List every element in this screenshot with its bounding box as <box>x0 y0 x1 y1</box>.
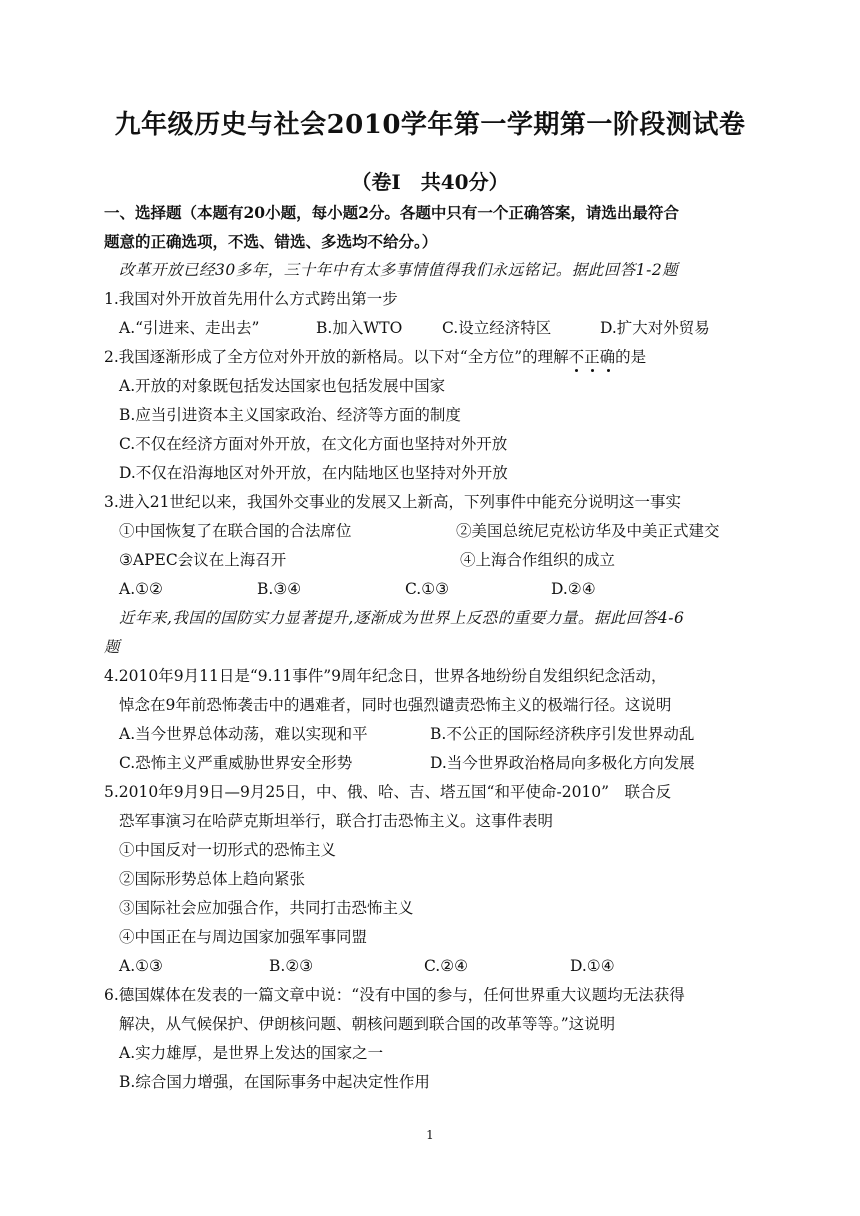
section-heading-line2: 题意的正确选项，不选、错选、多选均不给分。） <box>104 232 438 251</box>
q3-item-1: ①中国恢复了在联合国的合法席位 <box>119 522 352 540</box>
q5-item-4: ④中国正在与周边国家加强军事同盟 <box>119 928 368 946</box>
reading-intro-2-line2: 题 <box>104 638 121 656</box>
question-2-stem <box>104 343 760 372</box>
q3-item-4: ④上海合作组织的成立 <box>460 551 616 569</box>
q5-option-b: B.②③ <box>269 957 314 975</box>
q3-option-c: C.①③ <box>405 580 450 598</box>
q4-option-c: C.恐怖主义严重威胁世界安全形势 <box>119 754 353 772</box>
q2-stem-emphasis <box>569 348 616 366</box>
q2-option-c: C.不仅在经济方面对外开放，在文化方面也坚持对外开放 <box>119 435 508 453</box>
q3-items-row2 <box>104 546 760 575</box>
question-1-options <box>104 314 760 343</box>
q4-option-b: B.不公正的国际经济秩序引发世界动乱 <box>430 725 695 743</box>
question-3-stem: 3.进入21世纪以来，我国外交事业的发展又上新高，下列事件中能充分说明这一事实 <box>104 493 682 511</box>
q1-option-a: A.“引进来、走出去” <box>119 319 260 337</box>
q3-option-a: A.①② <box>119 580 163 598</box>
q5-option-d: D.①④ <box>570 957 615 975</box>
q4-option-d: D.当今世界政治格局向多极化方向发展 <box>430 754 695 772</box>
q5-item-3: ③国际社会应加强合作，共同打击恐怖主义 <box>119 899 414 917</box>
q4-options-row1 <box>104 720 760 749</box>
question-1-stem: 1.我国对外开放首先用什么方式跨出第一步 <box>104 290 398 308</box>
exam-subtitle: （卷Ⅰ 共40分） <box>351 170 509 194</box>
q3-option-d: D.②④ <box>551 580 596 598</box>
q6-option-a: A.实力雄厚，是世界上发达的国家之一 <box>119 1044 384 1062</box>
section-heading-line1: 一、选择题（本题有20小题，每小题2分。各题中只有一个正确答案，请选出最符合 <box>104 203 679 222</box>
question-3-options <box>104 575 760 604</box>
q1-option-b: B.加入WTO <box>316 319 403 337</box>
q1-option-d: D.扩大对外贸易 <box>600 319 710 337</box>
page-number: 1 <box>426 1128 434 1142</box>
question-4-line1: 4.2010年9月11日是“9.11事件”9周年纪念日，世界各地纷纷自发组织纪念活动， <box>104 667 667 685</box>
q2-option-b: B.应当引进资本主义国家政治、经济等方面的制度 <box>119 406 461 424</box>
q5-item-1: ①中国反对一切形式的恐怖主义 <box>119 841 337 859</box>
exam-content <box>104 198 760 1097</box>
question-6-line2: 解决，从气候保护、伊朗核问题、朝核问题到联合国的改革等等。”这说明 <box>119 1015 616 1033</box>
q4-option-a: A.当今世界总体动荡，难以实现和平 <box>119 725 368 743</box>
q2-stem-after: 的是 <box>615 348 647 366</box>
q3-option-b: B.③④ <box>257 580 302 598</box>
q3-item-2: ②美国总统尼克松访华及中美正式建交 <box>456 522 720 540</box>
question-5-line1: 5.2010年9月9日—9月25日，中、俄、哈、吉、塔五国“和平使命-2010” 联合反 <box>104 783 672 801</box>
exam-title: 九年级历史与社会2010学年第一学期第一阶段测试卷 <box>114 110 746 140</box>
reading-intro-2-line1: 近年来,我国的国防实力显著提升,逐渐成为世界上反恐的重要力量。据此回答4-6 <box>119 609 685 627</box>
q1-option-c: C.设立经济特区 <box>442 319 552 337</box>
question-4-line2: 悼念在9年前恐怖袭击中的遇难者，同时也强烈谴责恐怖主义的极端行径。这说明 <box>119 696 672 714</box>
question-6-line1: 6.德国媒体在发表的一篇文章中说：“没有中国的参与，任何世界重大议题均无法获得 <box>104 986 685 1004</box>
q2-option-d: D.不仅在沿海地区对外开放，在内陆地区也坚持对外开放 <box>119 464 508 482</box>
q3-item-3: ③APEC会议在上海召开 <box>119 551 287 569</box>
question-5-line2: 恐军事演习在哈萨克斯坦举行，联合打击恐怖主义。这事件表明 <box>119 812 554 830</box>
q5-item-2: ②国际形势总体上趋向紧张 <box>119 870 306 888</box>
q2-stem-before: 2.我国逐渐形成了全方位对外开放的新格局。以下对“全方位”的理解 <box>104 348 569 366</box>
q2-emphasis-text: 不正确 <box>568 348 616 366</box>
q6-option-b: B.综合国力增强，在国际事务中起决定性作用 <box>119 1073 430 1091</box>
question-5-options <box>104 952 760 981</box>
reading-intro-1: 改革开放已经30多年，三十年中有太多事情值得我们永远铭记。据此回答1-2题 <box>119 261 679 279</box>
q2-option-a: A.开放的对象既包括发达国家也包括发展中国家 <box>119 377 446 395</box>
q5-option-c: C.②④ <box>424 957 469 975</box>
q3-items-row1 <box>104 517 760 546</box>
q4-options-row2 <box>104 749 760 778</box>
q5-option-a: A.①③ <box>119 957 163 975</box>
